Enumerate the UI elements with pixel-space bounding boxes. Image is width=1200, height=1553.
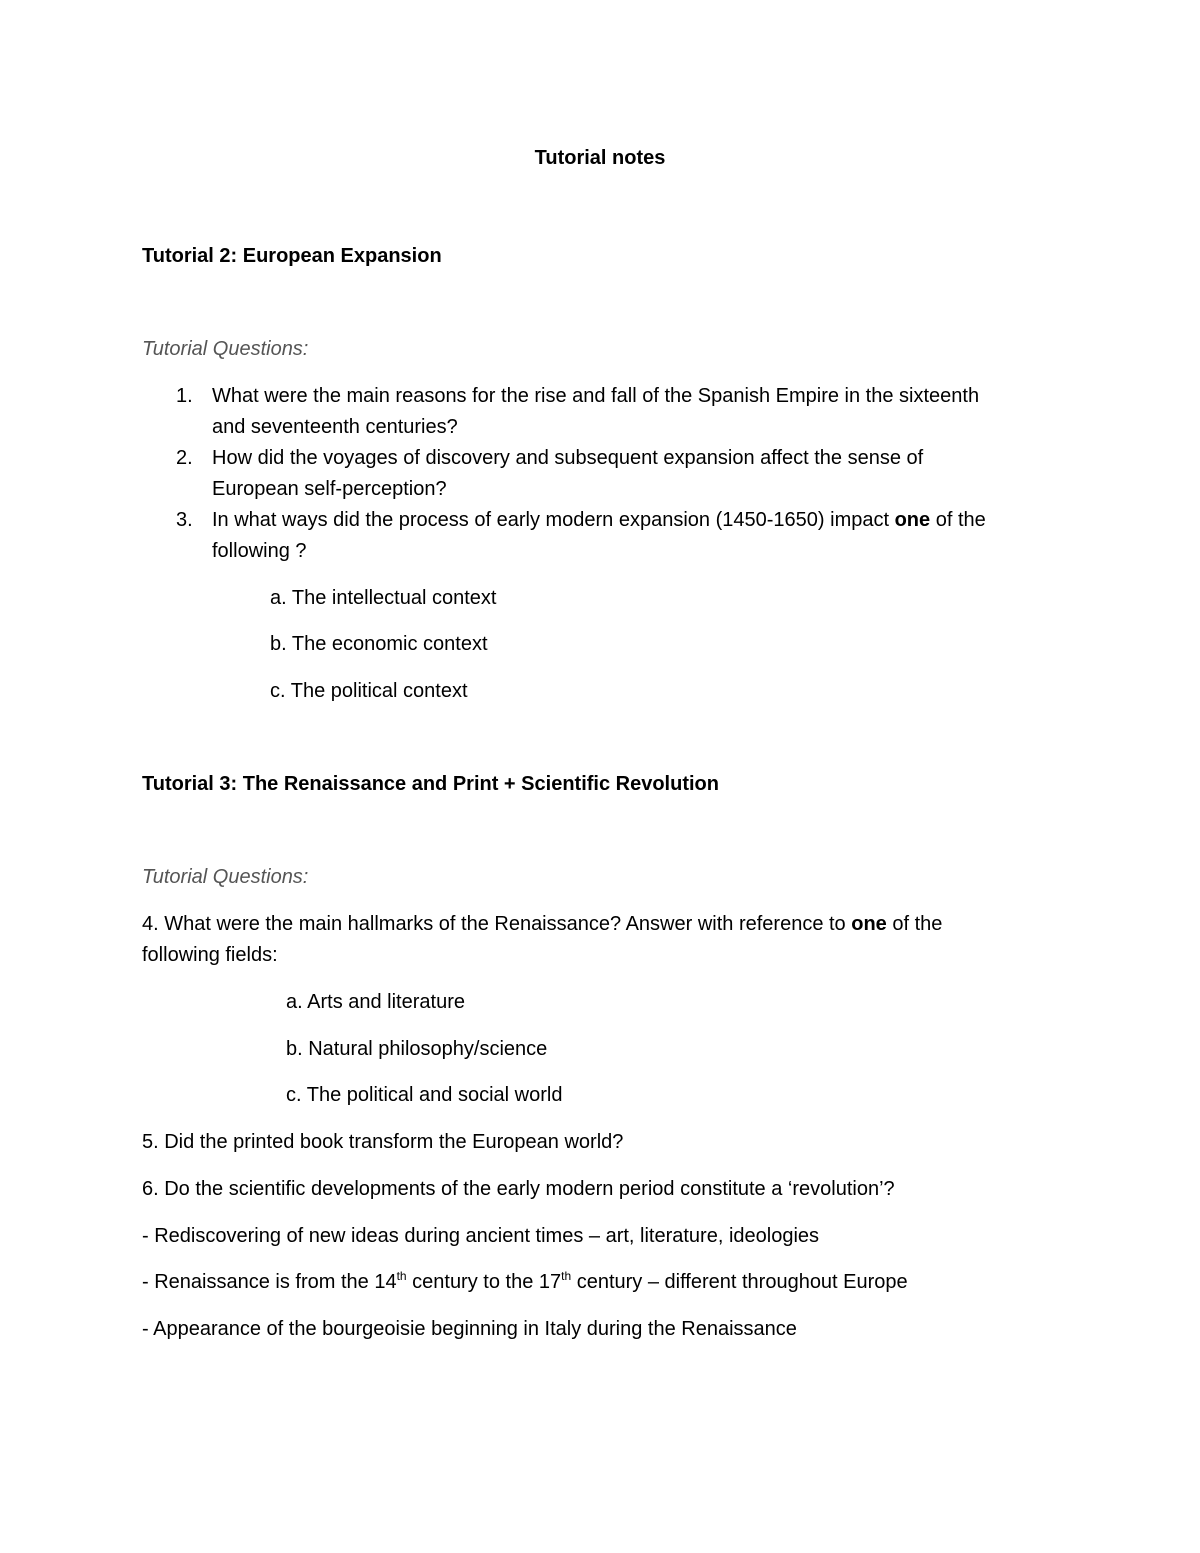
question-2-line-1: How did the voyages of discovery and subsequent expansion affect the sense of: [212, 447, 924, 469]
note-2-text-c: century – different throughout Europe: [571, 1271, 908, 1293]
question-1-line-2: and seventeenth centuries?: [212, 416, 458, 438]
note-1: - Rediscovering of new ideas during ancient times – art, literature, ideologies: [142, 1225, 820, 1247]
question-3-line-1: [212, 506, 986, 534]
note-2-superscript-2: th: [561, 1269, 572, 1283]
question-3-number: 3.: [176, 509, 193, 531]
question-4-text-b: of the: [886, 913, 943, 935]
question-4-text-a: 4. What were the main hallmarks of the Renaissance? Answer with reference to: [142, 913, 852, 935]
question-3-text-b: of the: [930, 509, 986, 531]
question-4-emphasis: one: [851, 913, 887, 935]
note-2-text-b: century to the 17: [406, 1271, 562, 1293]
tutorial-3-option-b: b. Natural philosophy/science: [286, 1038, 548, 1060]
tutorial-3-option-c: c. The political and social world: [286, 1084, 563, 1106]
tutorial-3-option-a: a. Arts and literature: [286, 991, 465, 1013]
question-1-number: 1.: [176, 385, 193, 407]
note-3: - Appearance of the bourgeoisie beginning in Italy during the Renaissance: [142, 1318, 797, 1340]
question-3-emphasis: one: [894, 509, 931, 531]
note-2-text-a: - Renaissance is from the 14: [142, 1271, 397, 1293]
question-2-line-2: European self-perception?: [212, 478, 447, 500]
question-4-line-2: following fields:: [142, 944, 278, 966]
question-3-line-2: following ?: [212, 540, 307, 562]
tutorial-2-heading: Tutorial 2: European Expansion: [142, 245, 442, 267]
question-6: 6. Do the scientific developments of the early modern period constitute a ‘revolution’?: [142, 1178, 895, 1200]
page-title: Tutorial notes: [534, 147, 666, 169]
question-3-text-a: In what ways did the process of early modern expansion (1450-1650) impact: [212, 509, 895, 531]
question-2-number: 2.: [176, 447, 193, 469]
question-1-line-1: What were the main reasons for the rise and fall of the Spanish Empire in the sixteenth: [212, 385, 980, 407]
tutorial-2-option-a: a. The intellectual context: [270, 587, 497, 609]
note-2: [142, 1268, 908, 1296]
note-2-superscript-1: th: [396, 1269, 407, 1283]
tutorial-2-option-b: b. The economic context: [270, 633, 488, 655]
question-4-line-1: [142, 910, 942, 938]
tutorial-2-option-c: c. The political context: [270, 680, 468, 702]
question-5: 5. Did the printed book transform the European world?: [142, 1131, 624, 1153]
tutorial-2-questions-label: Tutorial Questions:: [142, 338, 309, 360]
tutorial-3-heading: Tutorial 3: The Renaissance and Print + Scientific Revolution: [142, 773, 719, 795]
tutorial-3-questions-label: Tutorial Questions:: [142, 866, 309, 888]
